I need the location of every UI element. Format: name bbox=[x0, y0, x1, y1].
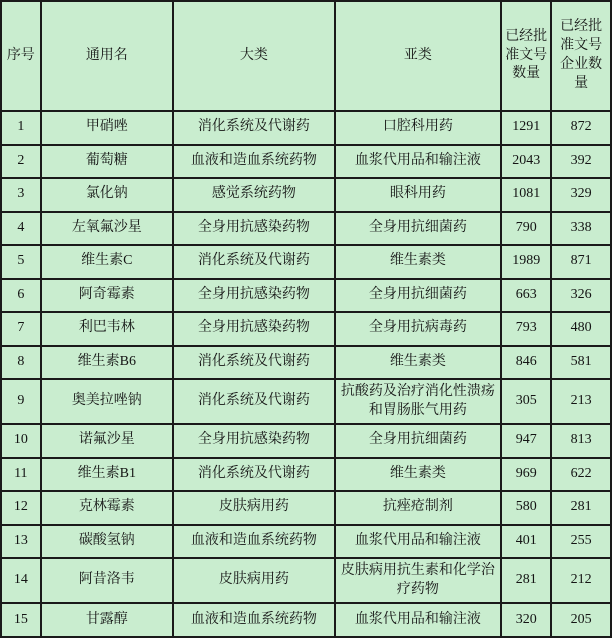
cell-approved-licenses: 793 bbox=[501, 312, 551, 346]
cell-subcategory: 维生素类 bbox=[335, 458, 502, 492]
cell-generic-name: 阿昔洛韦 bbox=[41, 558, 173, 603]
cell-approved-enterprises: 326 bbox=[551, 279, 611, 313]
cell-approved-enterprises: 872 bbox=[551, 111, 611, 145]
cell-category: 全身用抗感染药物 bbox=[173, 279, 335, 313]
cell-no: 14 bbox=[1, 558, 41, 603]
cell-approved-licenses: 401 bbox=[501, 525, 551, 559]
cell-approved-licenses: 947 bbox=[501, 424, 551, 458]
cell-subcategory: 维生素类 bbox=[335, 346, 502, 380]
cell-approved-enterprises: 813 bbox=[551, 424, 611, 458]
cell-approved-licenses: 1989 bbox=[501, 245, 551, 279]
cell-subcategory: 全身用抗细菌药 bbox=[335, 424, 502, 458]
cell-approved-enterprises: 480 bbox=[551, 312, 611, 346]
cell-approved-enterprises: 213 bbox=[551, 379, 611, 424]
table-row bbox=[1, 212, 611, 246]
table-row bbox=[1, 379, 611, 424]
col-header-approved-licenses: 已经批准文号数量 bbox=[501, 1, 551, 111]
col-header-category: 大类 bbox=[173, 1, 335, 111]
table-header bbox=[1, 1, 611, 111]
col-header-subcategory: 亚类 bbox=[335, 1, 502, 111]
cell-category: 消化系统及代谢药 bbox=[173, 245, 335, 279]
cell-generic-name: 氯化钠 bbox=[41, 178, 173, 212]
cell-subcategory: 眼科用药 bbox=[335, 178, 502, 212]
cell-subcategory: 抗痤疮制剂 bbox=[335, 491, 502, 525]
cell-subcategory: 口腔科用药 bbox=[335, 111, 502, 145]
table-body bbox=[1, 111, 611, 637]
cell-category: 消化系统及代谢药 bbox=[173, 346, 335, 380]
cell-no: 2 bbox=[1, 145, 41, 179]
cell-approved-licenses: 1291 bbox=[501, 111, 551, 145]
cell-subcategory: 血浆代用品和输注液 bbox=[335, 525, 502, 559]
cell-category: 皮肤病用药 bbox=[173, 558, 335, 603]
cell-approved-licenses: 281 bbox=[501, 558, 551, 603]
cell-no: 6 bbox=[1, 279, 41, 313]
table-row bbox=[1, 178, 611, 212]
cell-subcategory: 全身用抗病毒药 bbox=[335, 312, 502, 346]
table-row bbox=[1, 145, 611, 179]
cell-no: 15 bbox=[1, 603, 41, 637]
table-row bbox=[1, 525, 611, 559]
cell-subcategory: 全身用抗细菌药 bbox=[335, 212, 502, 246]
cell-approved-enterprises: 329 bbox=[551, 178, 611, 212]
cell-approved-licenses: 663 bbox=[501, 279, 551, 313]
cell-approved-licenses: 580 bbox=[501, 491, 551, 525]
cell-category: 血液和造血系统药物 bbox=[173, 603, 335, 637]
table-row bbox=[1, 346, 611, 380]
cell-generic-name: 阿奇霉素 bbox=[41, 279, 173, 313]
cell-generic-name: 克林霉素 bbox=[41, 491, 173, 525]
cell-approved-enterprises: 212 bbox=[551, 558, 611, 603]
cell-no: 11 bbox=[1, 458, 41, 492]
cell-category: 消化系统及代谢药 bbox=[173, 458, 335, 492]
cell-category: 全身用抗感染药物 bbox=[173, 312, 335, 346]
cell-subcategory: 全身用抗细菌药 bbox=[335, 279, 502, 313]
col-header-approved-enterprises: 已经批准文号企业数量 bbox=[551, 1, 611, 111]
cell-approved-licenses: 305 bbox=[501, 379, 551, 424]
cell-no: 9 bbox=[1, 379, 41, 424]
cell-generic-name: 甲硝唑 bbox=[41, 111, 173, 145]
cell-approved-licenses: 2043 bbox=[501, 145, 551, 179]
cell-generic-name: 左氧氟沙星 bbox=[41, 212, 173, 246]
cell-category: 血液和造血系统药物 bbox=[173, 525, 335, 559]
cell-subcategory: 血浆代用品和输注液 bbox=[335, 603, 502, 637]
cell-subcategory: 血浆代用品和输注液 bbox=[335, 145, 502, 179]
cell-generic-name: 维生素C bbox=[41, 245, 173, 279]
cell-no: 10 bbox=[1, 424, 41, 458]
cell-approved-enterprises: 338 bbox=[551, 212, 611, 246]
cell-generic-name: 碳酸氢钠 bbox=[41, 525, 173, 559]
cell-approved-licenses: 1081 bbox=[501, 178, 551, 212]
table-row bbox=[1, 458, 611, 492]
table-row bbox=[1, 491, 611, 525]
cell-approved-licenses: 320 bbox=[501, 603, 551, 637]
cell-approved-enterprises: 281 bbox=[551, 491, 611, 525]
cell-no: 13 bbox=[1, 525, 41, 559]
col-header-no: 序号 bbox=[1, 1, 41, 111]
cell-generic-name: 奥美拉唑钠 bbox=[41, 379, 173, 424]
cell-category: 血液和造血系统药物 bbox=[173, 145, 335, 179]
cell-category: 全身用抗感染药物 bbox=[173, 424, 335, 458]
cell-approved-enterprises: 255 bbox=[551, 525, 611, 559]
table-row bbox=[1, 279, 611, 313]
cell-approved-enterprises: 392 bbox=[551, 145, 611, 179]
cell-category: 全身用抗感染药物 bbox=[173, 212, 335, 246]
cell-category: 消化系统及代谢药 bbox=[173, 111, 335, 145]
table-row bbox=[1, 558, 611, 603]
cell-approved-enterprises: 622 bbox=[551, 458, 611, 492]
table-row bbox=[1, 603, 611, 637]
cell-generic-name: 葡萄糖 bbox=[41, 145, 173, 179]
cell-subcategory: 维生素类 bbox=[335, 245, 502, 279]
cell-no: 1 bbox=[1, 111, 41, 145]
header-row bbox=[1, 1, 611, 111]
cell-subcategory: 抗酸药及治疗消化性溃疡和胃肠胀气用药 bbox=[335, 379, 502, 424]
cell-no: 8 bbox=[1, 346, 41, 380]
cell-approved-enterprises: 205 bbox=[551, 603, 611, 637]
cell-generic-name: 维生素B6 bbox=[41, 346, 173, 380]
cell-approved-enterprises: 581 bbox=[551, 346, 611, 380]
col-header-generic-name: 通用名 bbox=[41, 1, 173, 111]
cell-subcategory: 皮肤病用抗生素和化学治疗药物 bbox=[335, 558, 502, 603]
cell-no: 12 bbox=[1, 491, 41, 525]
table-row bbox=[1, 424, 611, 458]
cell-generic-name: 诺氟沙星 bbox=[41, 424, 173, 458]
cell-generic-name: 维生素B1 bbox=[41, 458, 173, 492]
cell-approved-licenses: 969 bbox=[501, 458, 551, 492]
table-row bbox=[1, 245, 611, 279]
cell-generic-name: 甘露醇 bbox=[41, 603, 173, 637]
cell-generic-name: 利巴韦林 bbox=[41, 312, 173, 346]
table-row bbox=[1, 312, 611, 346]
cell-no: 5 bbox=[1, 245, 41, 279]
cell-no: 7 bbox=[1, 312, 41, 346]
table-row bbox=[1, 111, 611, 145]
cell-category: 消化系统及代谢药 bbox=[173, 379, 335, 424]
cell-approved-enterprises: 871 bbox=[551, 245, 611, 279]
cell-category: 皮肤病用药 bbox=[173, 491, 335, 525]
cell-no: 3 bbox=[1, 178, 41, 212]
cell-no: 4 bbox=[1, 212, 41, 246]
cell-category: 感觉系统药物 bbox=[173, 178, 335, 212]
cell-approved-licenses: 846 bbox=[501, 346, 551, 380]
cell-approved-licenses: 790 bbox=[501, 212, 551, 246]
